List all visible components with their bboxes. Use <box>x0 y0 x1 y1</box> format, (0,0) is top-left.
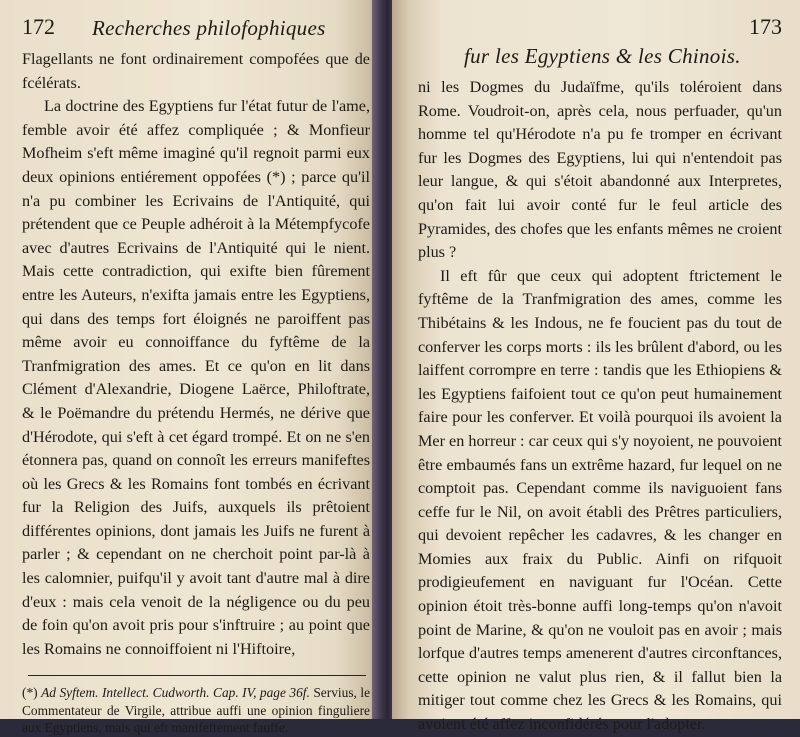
footnote-marker: (*) <box>22 685 38 701</box>
footnote-text: Servius, le Commentateur de Virgile, attribue auffi une opinion finguliere aux Egyptiens, mais qui eft manifeftement fauffe. <box>22 685 371 736</box>
page-number: 173 <box>749 14 782 39</box>
left-page <box>0 0 380 736</box>
paragraph: Il eft fûr que ceux qui adoptent ftrictement le fyftême de la Tranfmigration des ames, comme les Thibétains & les Indous, ne fe foucient pas du tout de conferver les corps morts : ils les brûlent d'abord, ou les laiffent corrompre en terre : tandis que les Ethiopiens & les Egyptiens faifoient tout ce qu'on peut humainement faire pour les conferver. Et voilà pourquoi ils avoient la Mer en horreur : car ceux qui s'y noyoient, ne pouvoient être embaumés fans un extrême hazard, fur lequel on ne comptoit pas. Cependant comme ils naviguoient fans ceffe fur le Nil, on avoit établi des Prêtres particuliers, qui devoient repêcher les cadavres, & les changer en Momies aux fraix du Public. Ainfi on rifquoit prodigieufement en naviguant fur l'Océan. Cette opinion étoit très-bonne auffi long-temps qu'on n'avoit point de Marine, & qu'on ne vouloit pas en avoir ; mais lorfque d'autres temps amenerent d'autres circonftances, cette opinion ne valut plus rien, & il fallut bien la mitiger tout comme chez les Grecs & les Romains, qui avoient été affez inconfidérés pour l'adopter. <box>418 266 782 734</box>
right-page-header <box>418 14 782 68</box>
page-number: 172 <box>22 14 55 39</box>
footnote <box>22 684 370 737</box>
left-page-body <box>22 48 370 661</box>
paragraph: Flagellants ne font ordinairement compofées que de fcélérats. <box>22 50 370 92</box>
paragraph: La doctrine des Egyptiens fur l'état futur de l'ame, femble avoir été affez compliquée ; & Monfieur Mofheim s'eft même imaginé qu'il regnoit parmi eux deux opinions entiérement oppofées (*) ; parce qu'il n'a pu combiner les Ecrivains de l'Antiquité, qui prétendent que ce Peuple adhéroit à la Métempfycofe avec d'autres Ecrivains de l'Antiquité qui le nient. Mais cette contradiction, qui exifte bien fûrement entre les Auteurs, n'exifta jamais entre les Egyptiens, qui dans des temps fort éloignés ne paroiffent pas même avoir eu connoiffance du fyftême de la Tranfmigration des ames. Et ce qu'on en lit dans Clément d'Alexandrie, Diogene Laërce, Philoftrate, & le Poëmandre du prétendu Hermés, ne dérive que d'Hérodote, qui s'eft à cet égard trompé. Et on ne s'en étonnera pas, quand on connoît les erreurs manifeftes où les Grecs & les Romains font tombés en écrivant fur la Religion des Juifs, auxquels ils prêtoient différentes opinions, dont jamais les Juifs ne furent à parler ; & cependant on ne cherchoit point par-là à les calomnier, puifqu'il y avoit tant d'autre mal à dire d'eux : mais cela venoit de la négligence ou du peu de foin qu'on avoit pris pour s'inftruire ; au point que les Romains ne connoiffoient ni l'Hiftoire, <box>22 97 370 658</box>
footnote-rule <box>28 675 366 676</box>
left-page-header <box>22 14 370 48</box>
right-page-body <box>418 76 782 737</box>
footnote-reference: Ad Syftem. Intellect. Cudworth. Cap. IV, page 36f. <box>41 685 310 701</box>
running-head: fur les Egyptiens & les Chinois. <box>464 44 741 68</box>
right-page <box>392 0 800 734</box>
running-head: Recherches philofophiques <box>92 16 326 40</box>
paragraph: ni les Dogmes du Judaïfme, qu'ils toléroient dans Rome. Voudroit-on, après cela, nous perfuader, qu'un homme tel qu'Hérodote n'a pu fe tromper en écrivant fur les Dogmes des Egyptiens, lui qui n'entendoit pas leur langue, & qui s'étoit abandonné aux Interpretes, qu'on fait lui avoir conté fur le feul article des Pyramides, des chofes que les enfants mêmes ne croient plus ? <box>418 78 782 262</box>
